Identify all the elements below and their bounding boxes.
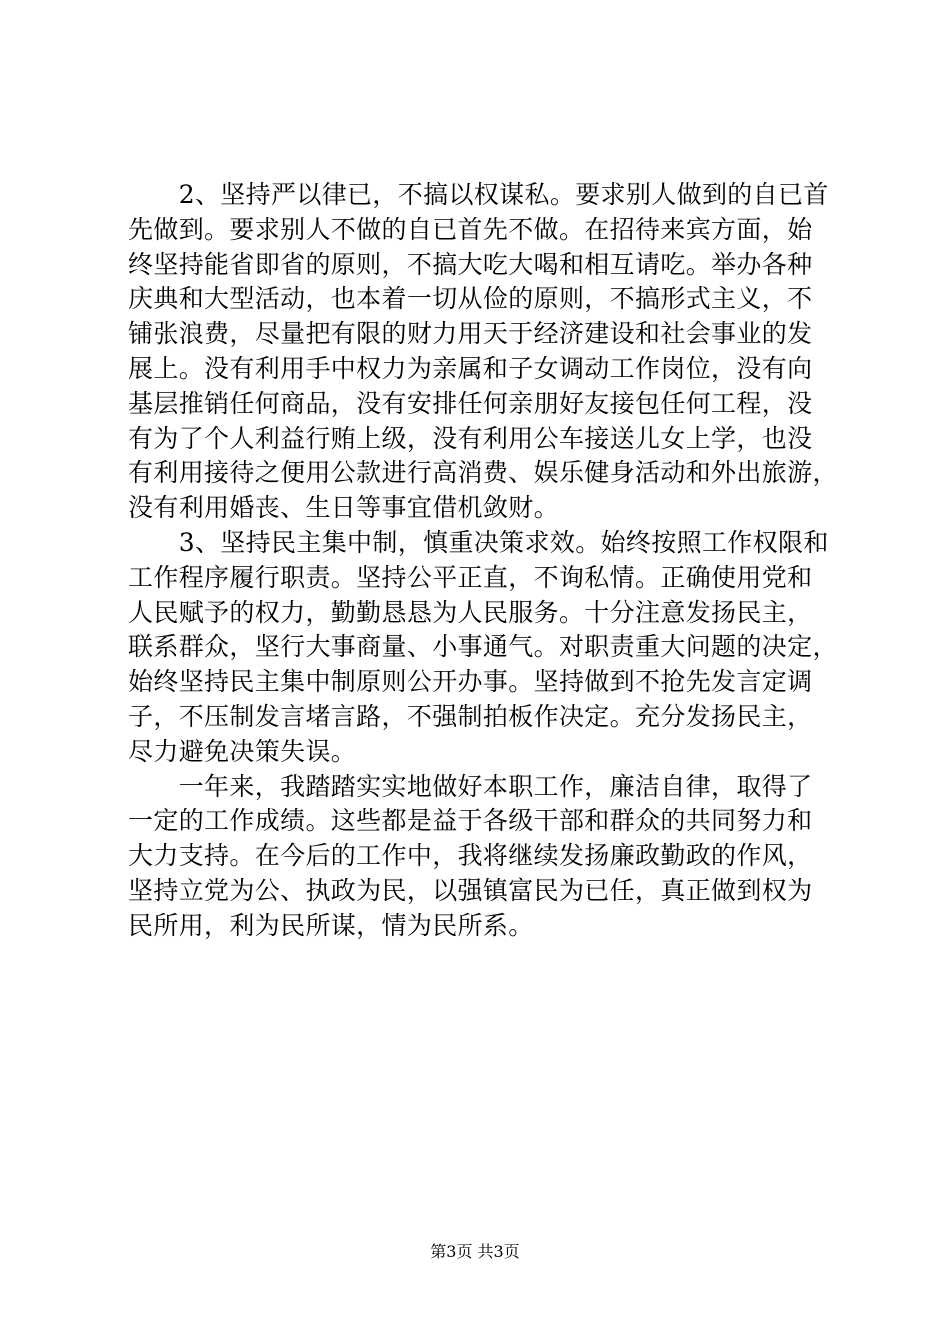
text-line: 先做到。要求别人不做的自已首先不做。在招待来宾方面，始 [128,214,813,244]
text-line: 子，不压制发言堵言路，不强制拍板作决定。充分发扬民主， [128,701,813,731]
text-line: 人民赋予的权力，勤勤恳恳为人民服务。十分注意发扬民主， [128,597,813,627]
text-line: 坚持立党为公、执政为民，以强镇富民为已任，真正做到权为 [128,875,813,905]
text-line: 展上。没有利用手中权力为亲属和子女调动工作岗位，没有向 [128,353,813,383]
paragraph-2 [128,178,838,526]
page-number-footer: 第3页 共3页 [430,1242,520,1261]
text-line: 一定的工作成绩。这些都是益于各级干部和群众的共同努力和 [128,806,813,836]
text-line: 3、坚持民主集中制，慎重决策求效。始终按照工作权限和 [128,527,829,557]
text-line: 始终坚持民主集中制原则公开办事。坚持做到不抢先发言定调 [128,667,813,697]
text-line: 一年来，我踏踏实实地做好本职工作，廉洁自律，取得了 [128,771,813,801]
document-body [128,178,838,944]
text-line: 没有利用婚丧、生日等事宜借机敛财。 [128,493,559,523]
text-line: 工作程序履行职责。坚持公平正直，不询私情。正确使用党和 [128,562,813,592]
text-line: 有为了个人利益行贿上级，没有利用公车接送儿女上学，也没 [128,423,813,453]
text-line: 尽力避免决策失误。 [128,736,357,766]
text-line: 有利用接待之便用公款进行高消费、娱乐健身活动和外出旅游， [128,458,838,488]
text-line: 终坚持能省即省的原则，不搞大吃大喝和相互请吃。举办各种 [128,249,813,279]
text-line: 民所用，利为民所谋，情为民所系。 [128,910,534,940]
text-line: 大力支持。在今后的工作中，我将继续发扬廉政勤政的作风， [128,841,813,871]
paragraph-3 [128,526,838,770]
text-line: 2、坚持严以律已，不搞以权谋私。要求别人做到的自已首 [128,180,829,209]
text-line: 庆典和大型活动，也本着一切从俭的原则，不搞形式主义，不 [128,284,813,314]
paragraph-conclusion [128,770,838,944]
text-line: 联系群众，坚行大事商量、小事通气。对职责重大问题的决定， [128,632,838,662]
text-line: 基层推销任何商品，没有安排任何亲朋好友接包任何工程，没 [128,388,813,418]
text-line: 铺张浪费，尽量把有限的财力用天于经济建设和社会事业的发 [128,319,813,349]
